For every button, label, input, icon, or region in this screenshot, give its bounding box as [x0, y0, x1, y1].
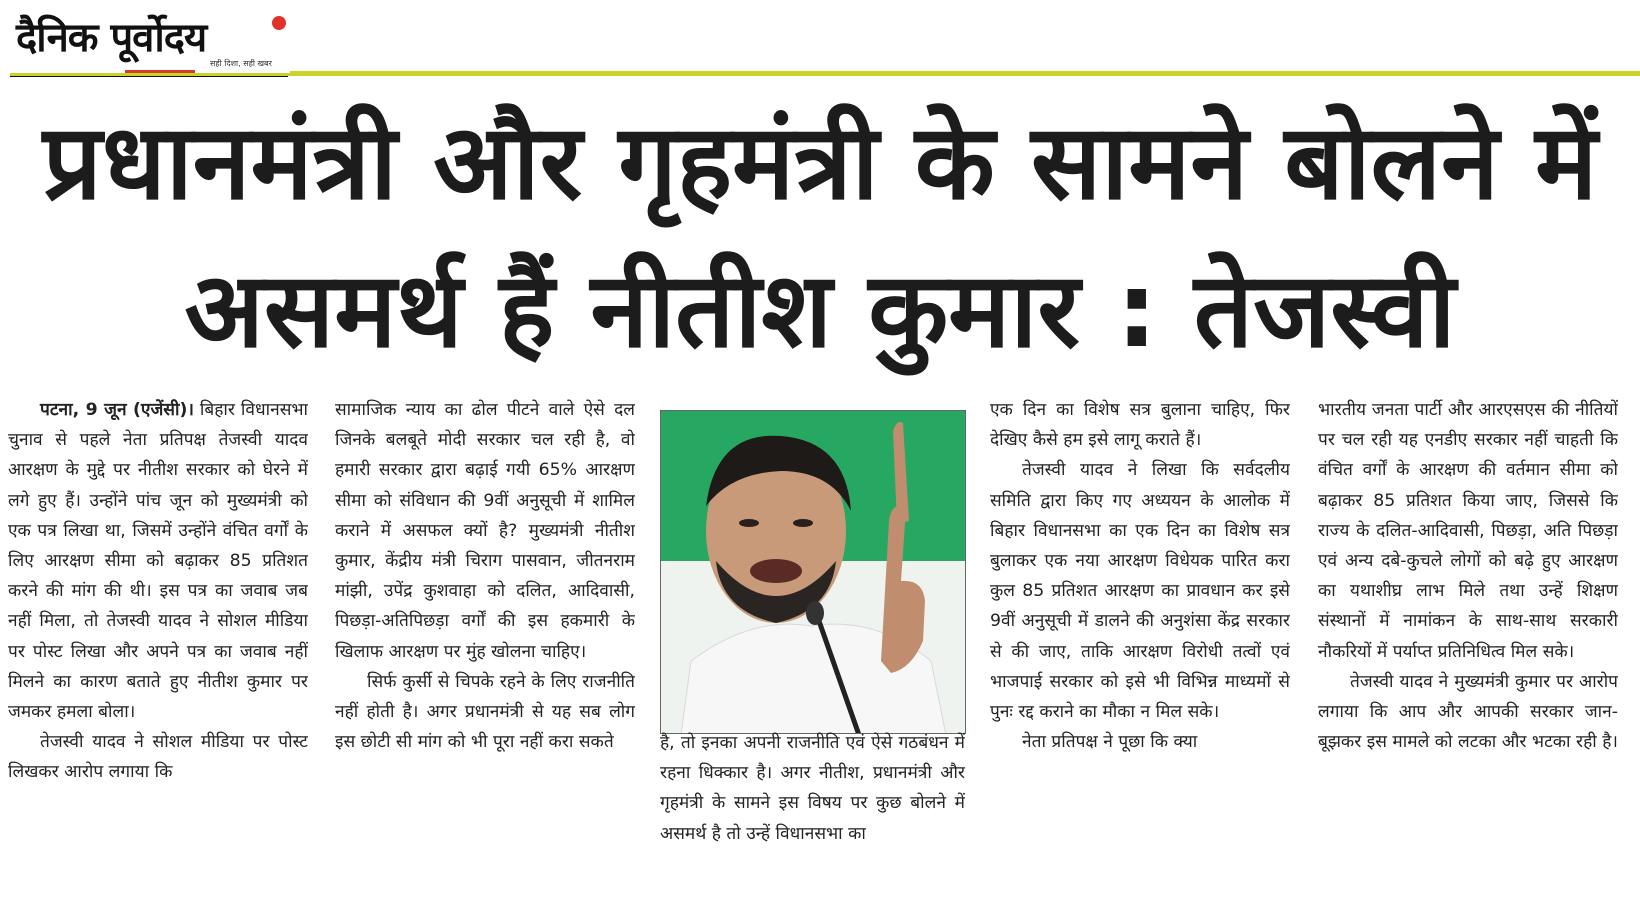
masthead-logo	[10, 6, 290, 70]
paragraph: सिर्फ कुर्सी से चिपके रहने के लिए राजनीति नहीं होती है। अगर प्रधानमंत्री से यह सब लोग इस छोटी सी मांग को भी पूरा नहीं करा सकते	[335, 671, 635, 753]
paragraph: तेजस्वी यादव ने लिखा कि सर्वदलीय समिति द्वारा किए गए अध्ययन के आलोक में बिहार विधानसभा का एक दिन का विशेष सत्र बुलाकर एक नया आरक्षण विधेयक पारित करा कुल 85 प्रतिशत आरक्षण का प्रावधान कर इसे 9वीं अनुसूची में डालने की अनुशंसा केंद्र सरकार से की जाए, ताकि आरक्षण विरोधी तत्वों एवं भाजपाई सरकार को इसे भी विभिन्न माध्यमों से पुनः रद्द कराने का मौका न मिल सके।	[990, 460, 1290, 723]
article-column-4	[990, 395, 1290, 910]
header-rule	[290, 71, 1640, 76]
paragraph: तेजस्वी यादव ने सोशल मीडिया पर पोस्ट लिखकर आरोप लगाया कि	[8, 732, 308, 783]
paragraph: एक दिन का विशेष सत्र बुलाना चाहिए, फिर देखिए कैसे हम इसे लागू कराते हैं।	[990, 400, 1290, 451]
paragraph: है, तो इनका अपनी राजनीति एवं ऐसे गठबंधन में रहना धिक्कार है। अगर नीतीश, प्रधानमंत्री और गृहमंत्री के सामने इस विषय पर कुछ बोलने में असमर्थ है तो उन्हें विधानसभा का	[660, 733, 965, 844]
paragraph-text: बिहार विधानसभा चुनाव से पहले नेता प्रतिपक्ष तेजस्वी यादव आरक्षण के मुद्दे पर नीतीश सरकार को घेरने में लगे हुए हैं। उन्होंने पांच जून को मुख्यमंत्री को एक पत्र लिखा था, जिसमें उन्होंने वंचित वर्गों के लिए आरक्षण सीमा को बढ़ाकर 85 प्रतिशत करने की मांग की थी। इस पत्र का जवाब जब नहीं मिला, तो तेजस्वी यादव ने सोशल मीडिया पर पोस्ट लिखा और अपने पत्र का जवाब नहीं मिलने का कारण बताते हुए नीतीश कुमार पर जमकर हमला बोला।	[8, 400, 308, 723]
dateline: पटना, 9 जून (एजेंसी)।	[40, 400, 194, 420]
speaker-portrait-icon	[661, 411, 966, 734]
article-column-3	[660, 728, 965, 910]
article-headline	[20, 88, 1620, 384]
article-column-1	[8, 395, 308, 910]
paragraph: तेजस्वी यादव ने मुख्यमंत्री कुमार पर आरोप लगाया कि आप और आपकी सरकार जान-बूझकर इस मामले को लटका और भटका रही है।	[1318, 671, 1618, 753]
brand-tagline: सही दिशा, सही खबर	[210, 59, 272, 68]
logo-dot-icon	[272, 16, 286, 30]
headline-line-1: प्रधानमंत्री और गृहमंत्री के सामने बोलने में	[42, 101, 1598, 223]
speaker-photo	[660, 410, 966, 734]
paragraph: सामाजिक न्याय का ढोल पीटने वाले ऐसे दल जिनके बलबूते मोदी सरकार चल रही है, वो हमारी सरकार द्वारा बढ़ाई गयी 65% आरक्षण सीमा को संविधान की 9वीं अनुसूची में शामिल कराने में असफल क्यों है? मुख्यमंत्री नीतीश कुमार, केंद्रीय मंत्री चिराग पासवान, जीतनराम मांझी, उपेंद्र कुशवाहा को दलित, आदिवासी, पिछड़ा-अतिपिछड़ा वर्गों की इस हकमारी के खिलाफ आरक्षण पर मुंह खोलना चाहिए।	[335, 400, 635, 662]
headline-line-2: असमर्थ हैं नीतीश कुमार : तेजस्वी	[184, 249, 1456, 371]
paragraph: नेता प्रतिपक्ष ने पूछा कि क्या	[1022, 732, 1198, 753]
paragraph: भारतीय जनता पार्टी और आरएसएस की नीतियों पर चल रही यह एनडीए सरकार नहीं चाहती कि वंचित वर्गों के आरक्षण की वर्तमान सीमा को बढ़ाकर 85 प्रतिशत किया जाए, जिससे कि राज्य के दलित-आदिवासी, पिछड़ा, अति पिछड़ा एवं अन्य दबे-कुचले लोगों को बढ़े हुए आरक्षण का यथाशीघ्र लाभ मिले तथा उन्हें शिक्षण संस्थानों में नामांकन के साथ-साथ सरकारी नौकरियों में पर्याप्त प्रतिनिधित्व मिल सके।	[1318, 400, 1618, 662]
article-column-5	[1318, 395, 1618, 910]
header-rule-left	[10, 73, 290, 76]
brand-name: दैनिक पूर्वोदय	[16, 15, 207, 61]
paragraph	[8, 395, 308, 727]
article-column-2	[335, 395, 635, 910]
